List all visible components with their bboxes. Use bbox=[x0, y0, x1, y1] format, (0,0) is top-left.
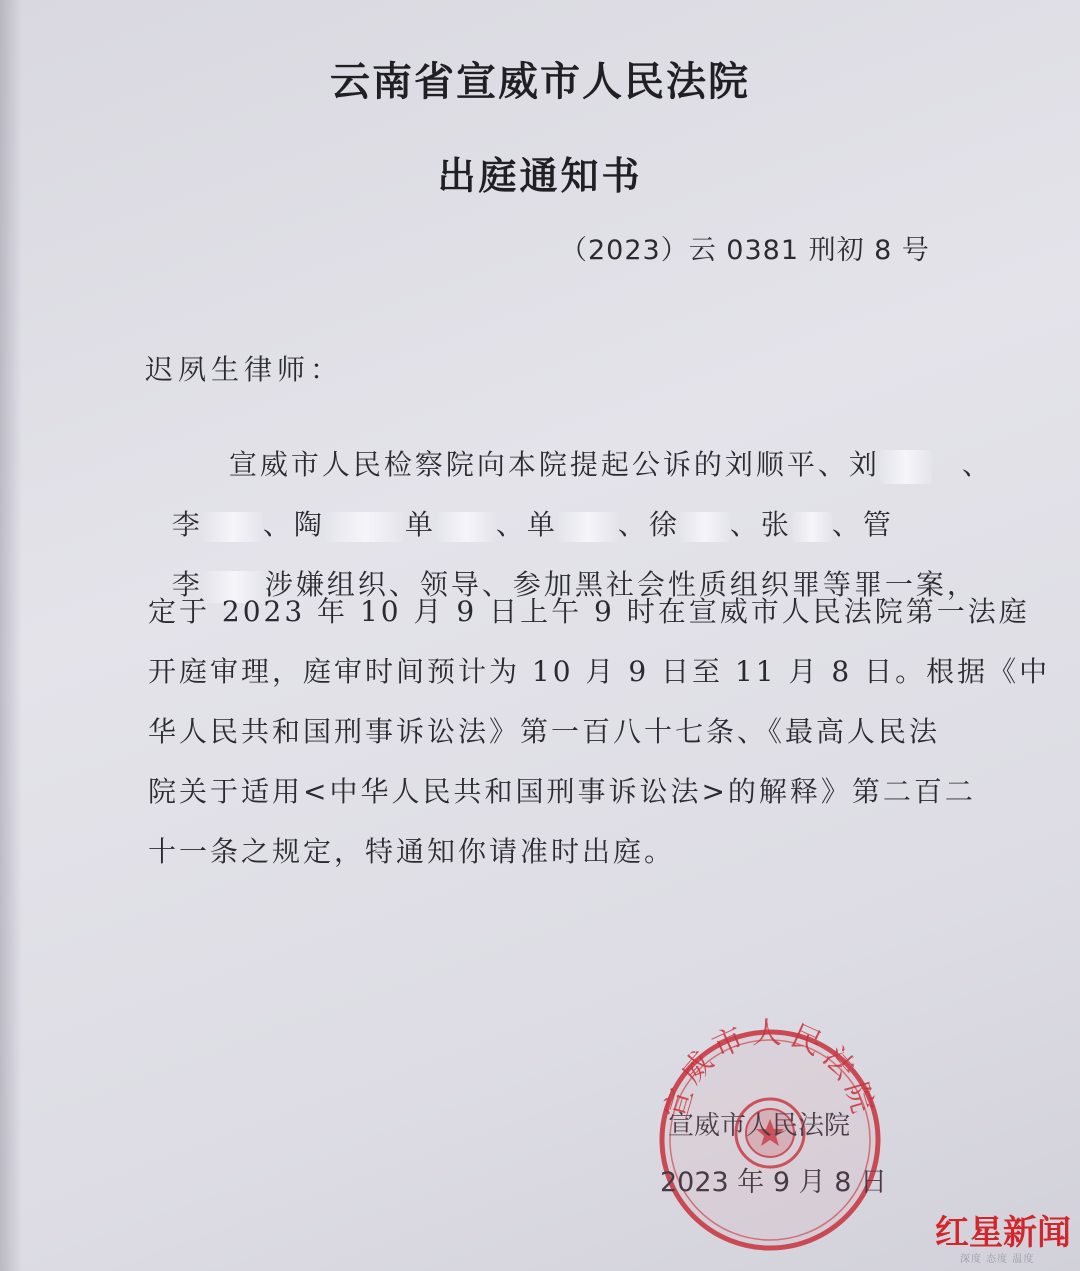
paragraph-text: 、管 bbox=[831, 508, 894, 541]
paragraph-text: 、陶 bbox=[262, 508, 325, 541]
paragraph-line-8: 十一条之规定，特通知你请准时出庭。 bbox=[148, 835, 676, 868]
salutation: 迟夙生律师： bbox=[145, 353, 344, 386]
case-number: （2023）云 0381 刑初 8 号 bbox=[560, 235, 930, 266]
seal-date: 2023 年 9 月 8 日 bbox=[660, 1167, 887, 1198]
paragraph-text: 李 bbox=[171, 508, 203, 541]
court-seal bbox=[650, 1015, 890, 1255]
seal-arc-text: 宣威市人民法院 bbox=[658, 1015, 882, 1123]
paragraph-text: 宣威市人民检察院向本院提起公诉的刘顺平、刘 bbox=[228, 448, 880, 481]
paragraph-line-6: 华人民共和国刑事诉讼法》第一百八十七条、《最高人民法 bbox=[148, 715, 941, 748]
document-title: 出庭通知书 bbox=[437, 154, 643, 198]
paragraph-line-4: 定于 2023 年 10 月 9 日上午 9 时在宣威市人民法院第一法庭 bbox=[148, 595, 1030, 628]
paragraph-text: 、单 bbox=[495, 508, 558, 541]
paragraph-text: 涉嫌组织、领导、参加黑社会性质组织罪等罪一案， bbox=[264, 568, 978, 601]
seal-signature-org: 宣威市人民法院 bbox=[668, 1111, 851, 1141]
watermark-tagline: 深度 态度 温度 bbox=[960, 1254, 1035, 1265]
paragraph-text: 李 bbox=[171, 568, 203, 601]
paragraph-line-7: 院关于适用<中华人民共和国刑事诉讼法>的解释》第二百二 bbox=[148, 775, 976, 808]
paragraph-text: 、 bbox=[961, 448, 993, 481]
court-name: 云南省宣威市人民法院 bbox=[330, 59, 750, 105]
paragraph-text: 单 bbox=[404, 508, 436, 541]
paragraph-text: 、徐 bbox=[617, 508, 680, 541]
paragraph-line-5: 开庭审理，庭审时间预计为 10 月 9 日至 11 月 8 日。根据《中 bbox=[148, 655, 1051, 688]
paragraph-text: 、张 bbox=[729, 508, 792, 541]
watermark-logo: 红星新闻 bbox=[935, 1213, 1071, 1253]
